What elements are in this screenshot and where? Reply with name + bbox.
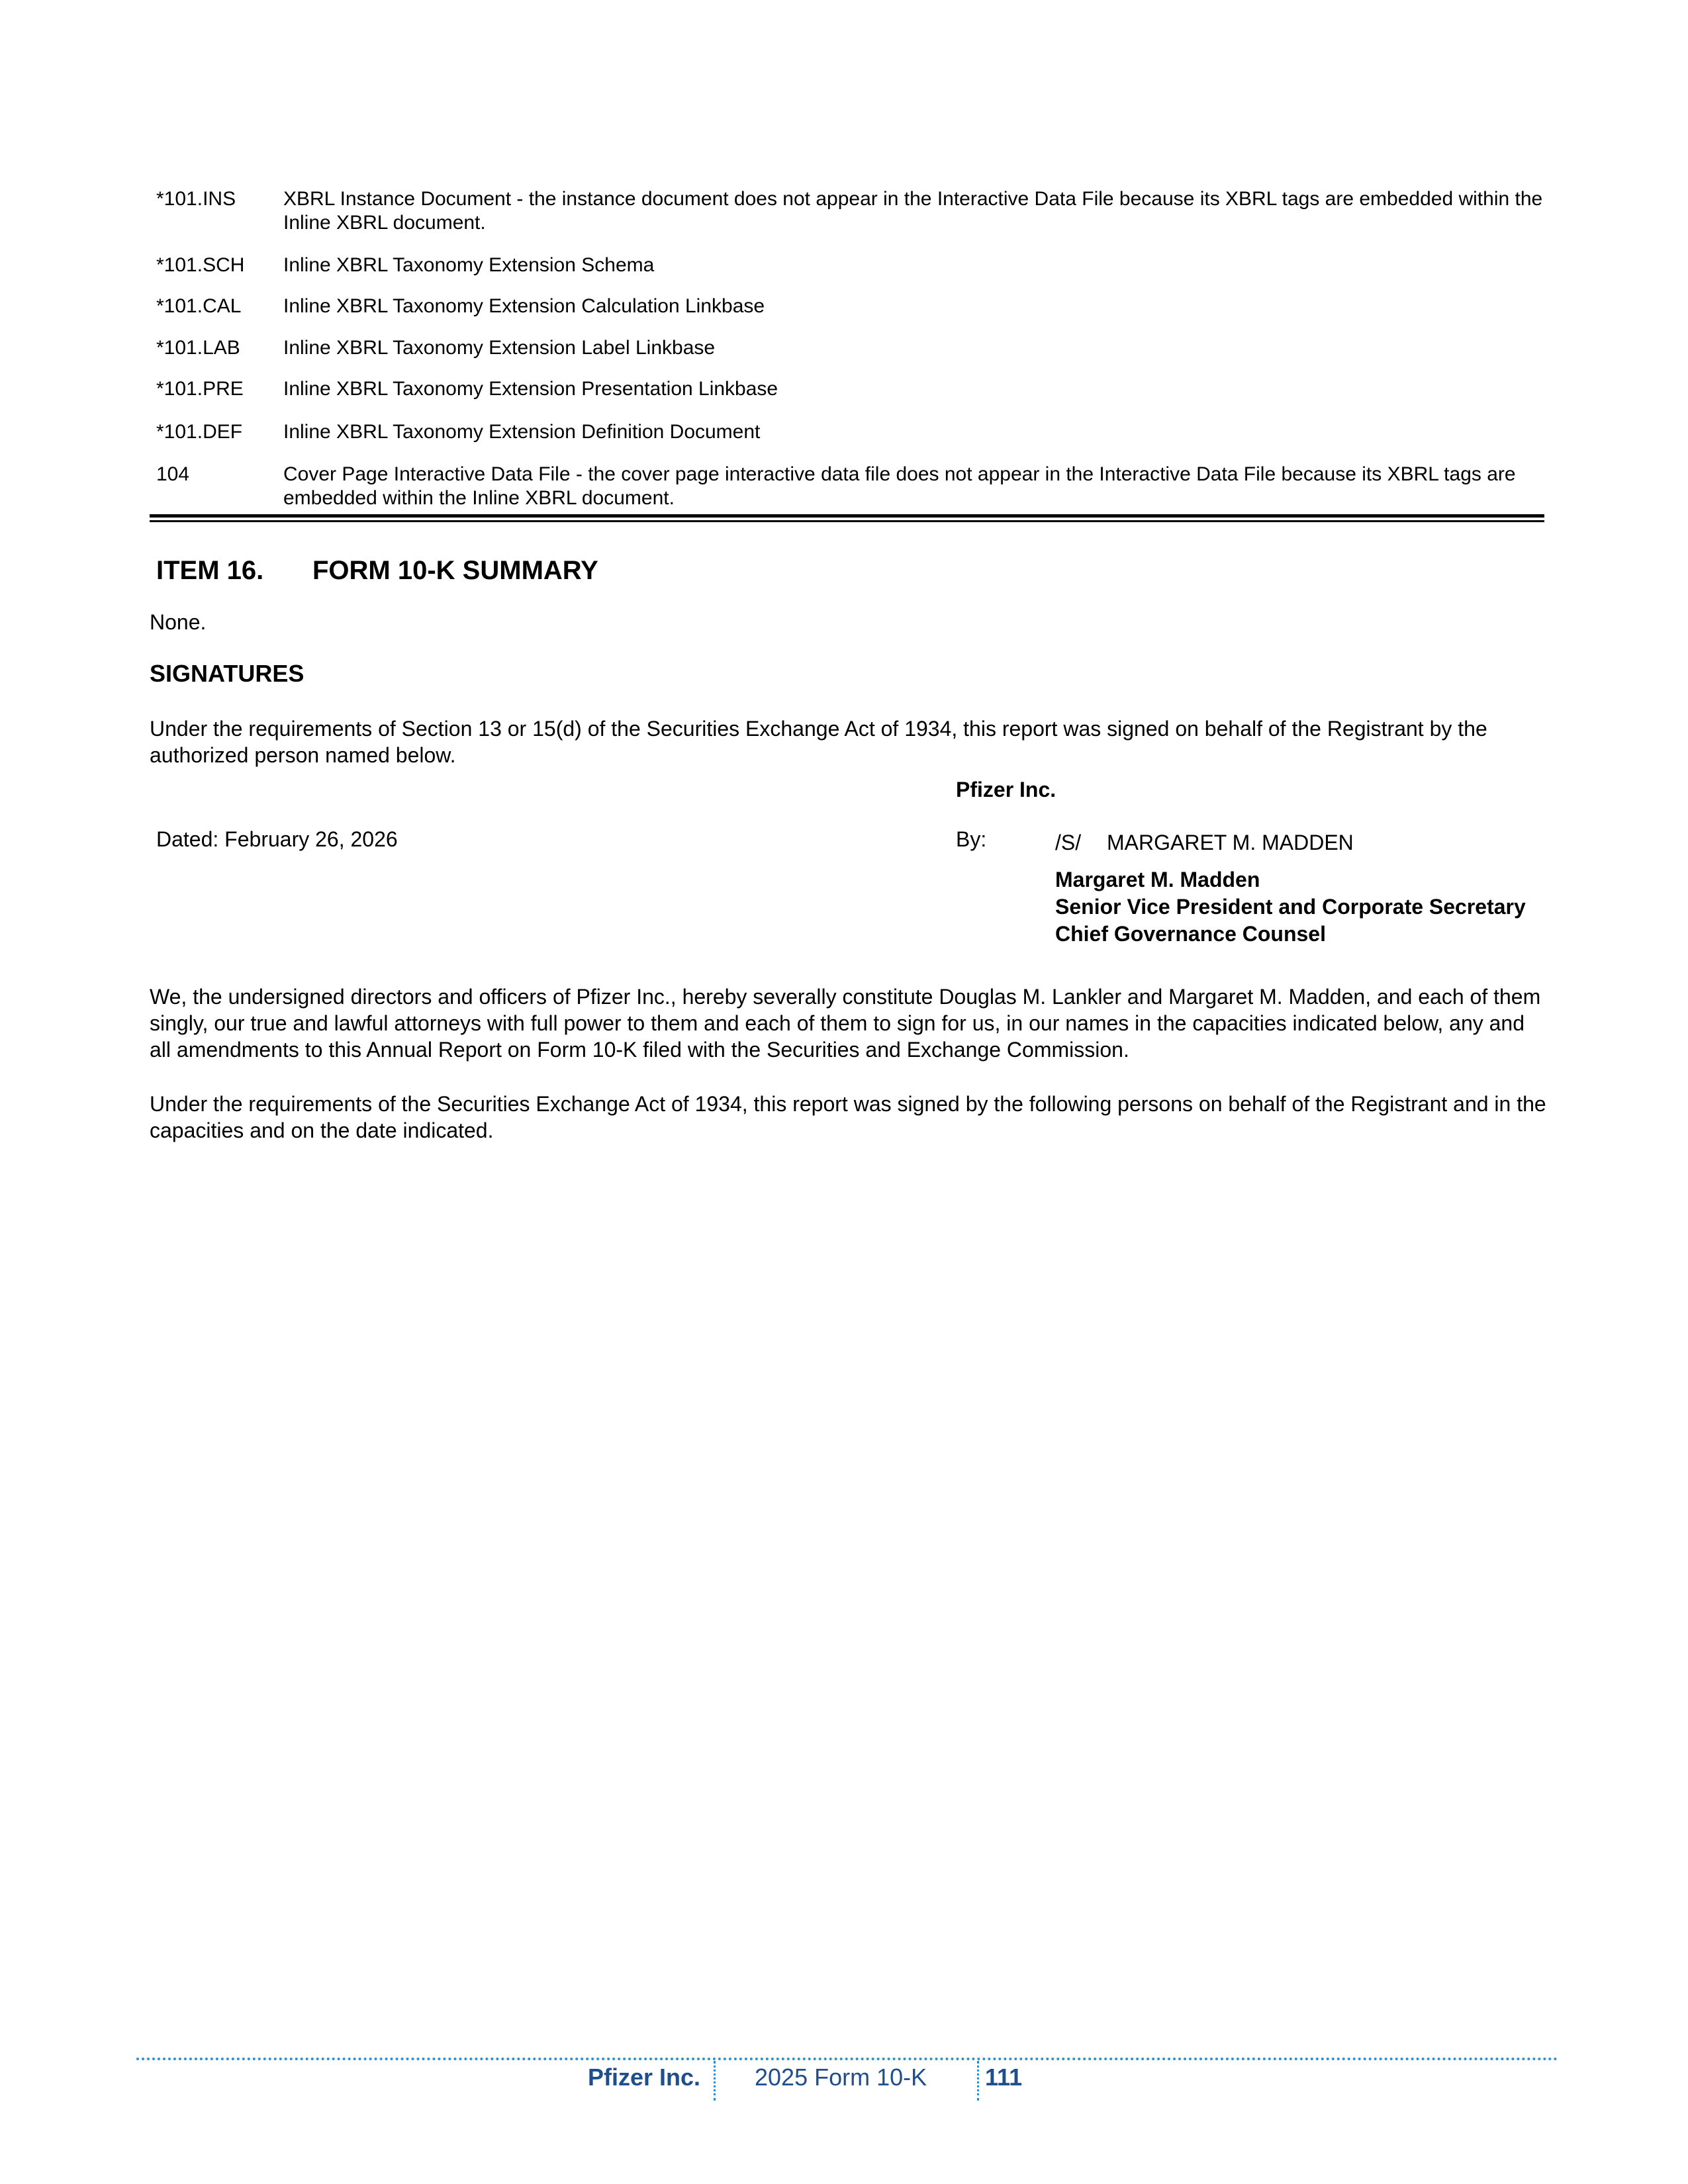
signatures-heading: SIGNATURES [150,660,305,687]
table-bottom-rule [150,514,1544,518]
by-label: By: [956,827,987,851]
signature-mark: /S/ [1055,831,1082,854]
footer-separator [977,2061,979,2101]
exhibit-description: Cover Page Interactive Data File - the cover page interactive data file does not appear in the Interactive Data File because its XBRL tags are embedded within the Inline XBRL document. [283,463,1516,509]
power-of-attorney-paragraph: We, the undersigned directors and officers of Pfizer Inc., hereby severally constitute Douglas M. Lankler and Margaret M. Madden, and each of them singly, our true and lawful attorneys with full power to them and each of them to sign for us, in our names in the capacities indicated below, any and all amendments to this Annual Report on Form 10-K filed with the Securities and Exchange Commission. [150,985,1541,1062]
page-number: 111 [985,2064,1023,2091]
exhibit-code: *101.INS [156,188,236,210]
signer-title: Senior Vice President and Corporate Secretary [1055,895,1526,919]
exhibit-description: Inline XBRL Taxonomy Extension Schema [283,254,655,276]
exhibit-description: Inline XBRL Taxonomy Extension Definition Document [283,421,761,443]
exhibit-code: *101.CAL [156,295,242,317]
signer-title-2: Chief Governance Counsel [1055,922,1326,946]
exhibit-code: *101.LAB [156,337,240,359]
exhibit-row [150,463,1544,510]
exhibit-row [150,420,760,444]
signer-block [1055,866,1526,948]
footer-company: Pfizer Inc. [588,2064,701,2091]
footer-separator [714,2061,716,2101]
exhibit-description: Inline XBRL Taxonomy Extension Calculation Linkbase [283,295,765,317]
signer-name: Margaret M. Madden [1055,868,1260,891]
item-body: None. [150,610,207,634]
exhibit-code: 104 [156,463,190,485]
registrant-name: Pfizer Inc. [956,778,1056,801]
exhibit-code: *101.PRE [156,378,244,400]
footer-form: 2025 Form 10-K [755,2064,927,2091]
closing-paragraph: Under the requirements of the Securities Exchange Act of 1934, this report was signed by the following persons on behalf of the Registrant and in the capacities and on the date indicated. [150,1092,1546,1142]
exhibit-description: Inline XBRL Taxonomy Extension Label Linkbase [283,337,716,359]
signature-name: MARGARET M. MADDEN [1107,831,1354,854]
signatures-intro: Under the requirements of Section 13 or 15(d) of the Securities Exchange Act of 1934, this report was signed on behalf of the Registrant by the authorized person named below. [150,717,1487,767]
exhibit-code: *101.DEF [156,421,243,443]
exhibit-description: XBRL Instance Document - the instance document does not appear in the Interactive Data File because its XBRL tags are embedded within the Inline XBRL document. [283,188,1543,234]
exhibit-code: *101.SCH [156,254,245,276]
exhibit-row [150,253,654,277]
exhibit-row [150,187,1544,235]
item-number: ITEM 16. [156,556,264,585]
signature-date: Dated: February 26, 2026 [156,827,398,851]
exhibit-row [150,336,715,360]
exhibit-description: Inline XBRL Taxonomy Extension Presentation Linkbase [283,378,778,400]
exhibit-row [150,377,778,401]
item-title: FORM 10-K SUMMARY [312,556,598,585]
table-bottom-rule-inner [150,520,1544,522]
exhibit-row [150,295,765,318]
footer-rule [136,2058,1558,2060]
